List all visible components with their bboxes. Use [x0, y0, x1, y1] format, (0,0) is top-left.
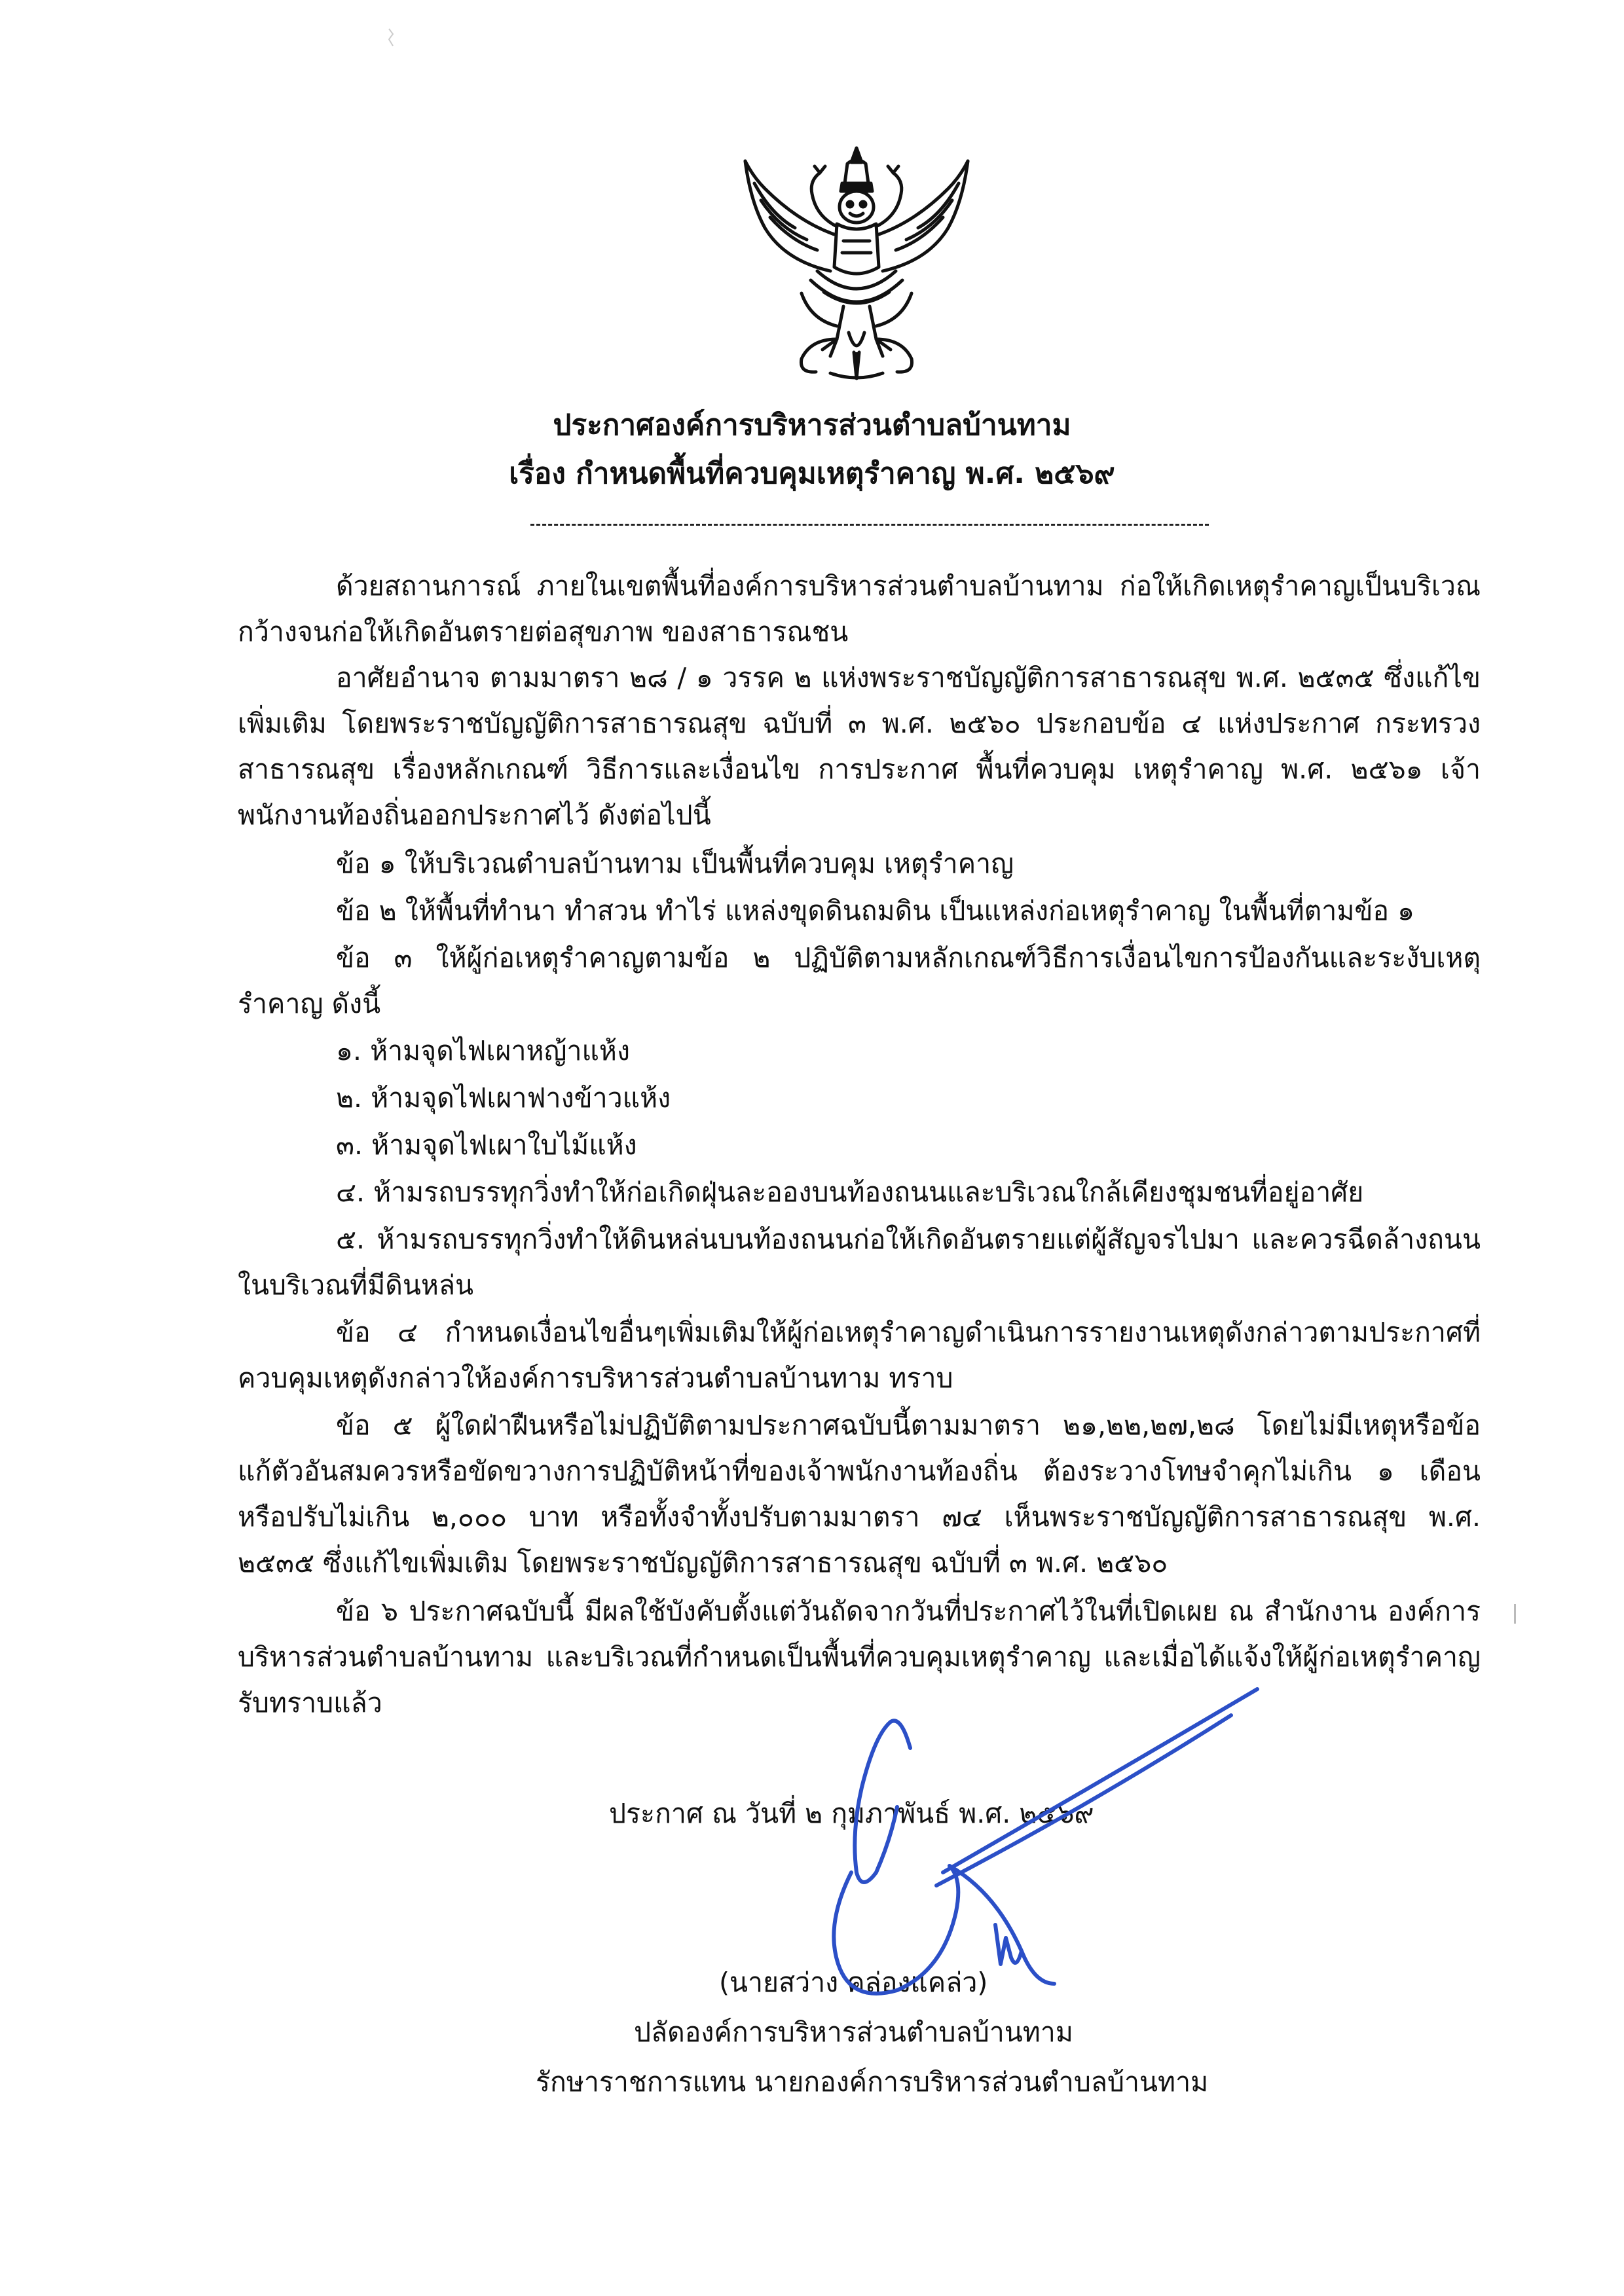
sub-item-4: ๔. ห้ามรถบรรทุกวิ่งทำให้ก่อเกิดฝุ่นละอองบนท้องถนนและบริเวณใกล้เคียงชุมชนที่อยู่อาศัย	[336, 1176, 1364, 1208]
sub-item-3: ๓. ห้ามจุดไฟเผาใบไม้แห้ง	[336, 1129, 637, 1161]
handwritten-signature	[747, 1676, 1297, 2082]
scan-mark	[1514, 1604, 1516, 1624]
clause-6: ข้อ ๖ ประกาศฉบับนี้ มีผลใช้บังคับตั้งแต่วันถัดจากวันที่ประกาศไว้ในที่เปิดเผย ณ สำนักงาน องค์การบริหารส่วนตำบลบ้านทาม และบริเวณที่กำหนดเป็นพื้นที่ควบคุมเหตุรำคาญ และเมื่อได้แจ้งให้ผู้ก่อเหตุรำคาญรับทราบแล้ว	[238, 1595, 1481, 1719]
sub-item-2: ๒. ห้ามจุดไฟเผาฟางข้าวแห้ง	[336, 1082, 671, 1114]
garuda-emblem-icon	[739, 143, 974, 382]
title-separator	[530, 524, 1209, 526]
announcement-subject: เรื่อง กำหนดพื้นที่ควบคุมเหตุรำคาญ พ.ศ. ๒๕๖๙	[509, 457, 1115, 490]
clause-4: ข้อ ๔ กำหนดเงื่อนไขอื่นๆเพิ่มเติมให้ผู้ก่อเหตุรำคาญดำเนินการรายงานเหตุดังกล่าวตามประกาศที่ควบคุมเหตุดังกล่าวให้องค์การบริหารส่วนตำบลบ้านทาม ทราบ	[238, 1317, 1481, 1394]
clause-3: ข้อ ๓ ให้ผู้ก่อเหตุรำคาญตามข้อ ๒ ปฏิบัติตามหลักเกณฑ์วิธีการเงื่อนไขการป้องกันและระงับเหตุรำคาญ ดังนี้	[238, 942, 1481, 1019]
signer-name: (นายสว่าง คล่องแคล่ว)	[719, 1967, 988, 1998]
sub-item-5: ๕. ห้ามรถบรรทุกวิ่งทำให้ดินหล่นบนท้องถนนก่อให้เกิดอันตรายแต่ผู้สัญจรไปมา และควรฉีดล้างถนนในบริเวณที่มีดินหล่น	[238, 1224, 1481, 1301]
date-line: ประกาศ ณ วันที่ ๒ กุมภาพันธ์ พ.ศ. ๒๕๖๙	[609, 1798, 1094, 1829]
scan-mark-top	[386, 26, 397, 52]
clause-2: ข้อ ๒ ให้พื้นที่ทำนา ทำสวน ทำไร่ แหล่งขุดดินถมดิน เป็นแหล่งก่อเหตุรำคาญ ในพื้นที่ตามข้อ ๑	[336, 895, 1415, 926]
sub-item-1: ๑. ห้ามจุดไฟเผาหญ้าแห้ง	[336, 1035, 630, 1066]
paragraph-situation: ด้วยสถานการณ์ ภายในเขตพื้นที่องค์การบริหารส่วนตำบลบ้านทาม ก่อให้เกิดเหตุรำคาญเป็นบริเวณกว้างจนก่อให้เกิดอันตรายต่อสุขภาพ ของสาธารณชน	[238, 570, 1481, 647]
signer-position: ปลัดองค์การบริหารส่วนตำบลบ้านทาม	[634, 2016, 1073, 2048]
clause-1: ข้อ ๑ ให้บริเวณตำบลบ้านทาม เป็นพื้นที่ควบคุม เหตุรำคาญ	[336, 848, 1014, 879]
clause-5: ข้อ ๕ ผู้ใดฝ่าฝืนหรือไม่ปฏิบัติตามประกาศฉบับนี้ตามมาตรา ๒๑,๒๒,๒๗,๒๘ โดยไม่มีเหตุหรือข้อแก้ตัวอันสมควรหรือขัดขวางการปฏิบัติหน้าที่ของเจ้าพนักงานท้องถิ่น ต้องระวางโทษจำคุกไม่เกิน ๑ เดือน หรือปรับไม่เกิน ๒,๐๐๐ บาท หรือทั้งจำทั้งปรับตามมาตรา ๗๔ เห็นพระราชบัญญัติการสาธารณสุข พ.ศ. ๒๕๓๕ ซึ่งแก้ไขเพิ่มเติม โดยพระราชบัญญัติการสาธารณสุข ฉบับที่ ๓ พ.ศ. ๒๕๖๐	[238, 1410, 1481, 1578]
signer-acting-position: รักษาราชการแทน นายกองค์การบริหารส่วนตำบลบ้านทาม	[536, 2066, 1209, 2098]
paragraph-authority: อาศัยอำนาจ ตามมาตรา ๒๘ / ๑ วรรค ๒ แห่งพระราชบัญญัติการสาธารณสุข พ.ศ. ๒๕๓๕ ซึ่งแก้ไขเพิ่มเติม โดยพระราชบัญญัติการสาธารณสุข ฉบับที่ ๓ พ.ศ. ๒๕๖๐ ประกอบข้อ ๔ แห่งประกาศ กระทรวงสาธารณสุข เรื่องหลักเกณฑ์ วิธีการและเงื่อนไข การประกาศ พื้นที่ควบคุม เหตุรำคาญ พ.ศ. ๒๕๖๑ เจ้าพนักงานท้องถิ่นออกประกาศไว้ ดังต่อไปนี้	[238, 662, 1481, 831]
announcement-title: ประกาศองค์การบริหารส่วนตำบลบ้านทาม	[553, 409, 1071, 442]
